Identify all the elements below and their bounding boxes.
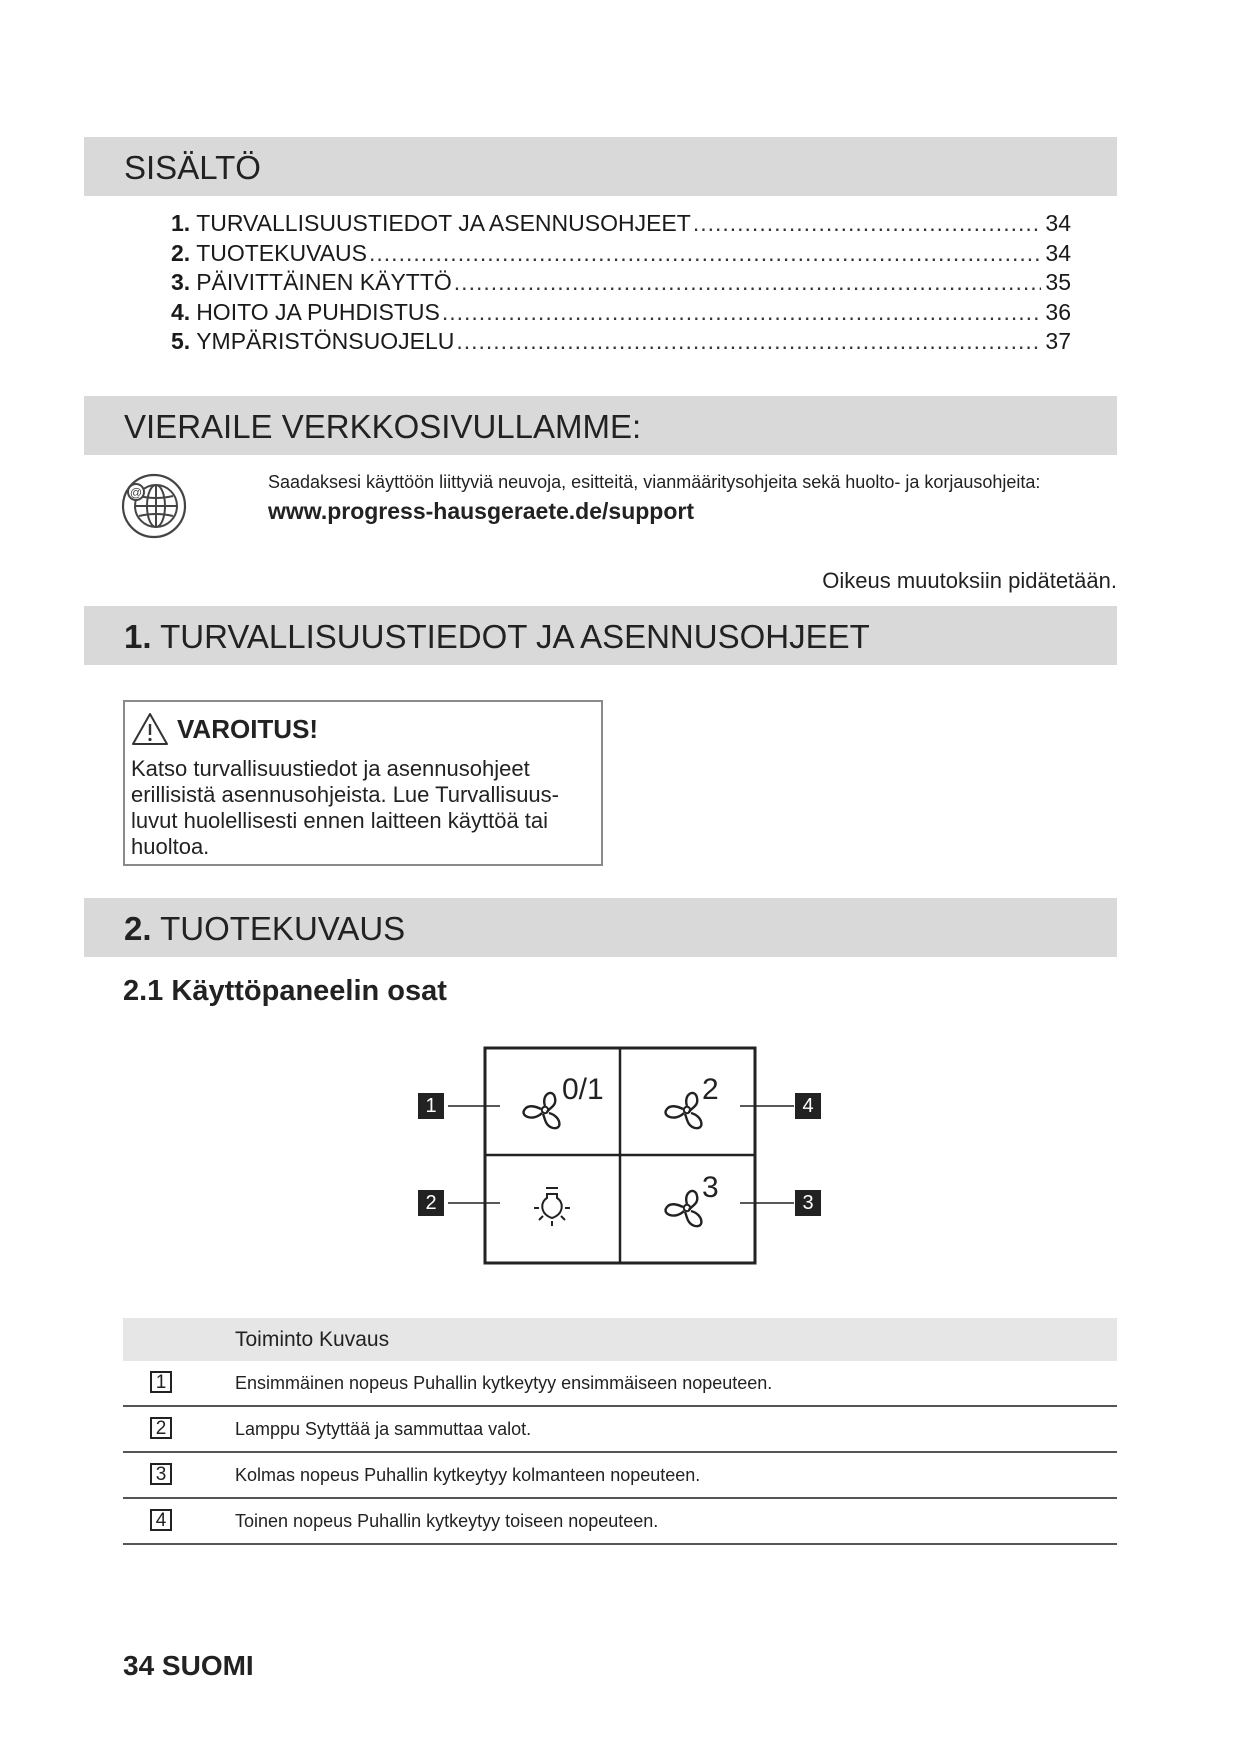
section2-header-bar: [84, 898, 1117, 957]
visit-heading: VIERAILE VERKKOSIVULLAMME:: [124, 408, 642, 445]
row-text: Ensimmäinen nopeus Puhallin kytkeytyy ensimmäiseen nopeuteen.: [235, 1373, 773, 1393]
row-text: Toinen nopeus Puhallin kytkeytyy toiseen nopeuteen.: [235, 1511, 659, 1531]
table-row: [123, 1499, 1117, 1545]
table-of-contents: [171, 210, 1071, 358]
toc-item[interactable]: 4. HOITO JA PUHDISTUS ..... 36: [171, 299, 1071, 329]
section1-heading: 1. TURVALLISUUSTIEDOT JA ASENNUSOHJEET: [124, 618, 870, 655]
fan-speed-3-label: 3: [702, 1171, 719, 1204]
section1-header-bar: [84, 606, 1117, 665]
warning-text: Katso turvallisuustiedot ja asennusohjeet erillisistä asennusohjeista. Lue Turvallisuus-luvut huolellisesti ennen laitteen käyttöä tai huoltoa.: [131, 756, 559, 859]
toc-item-page: 35: [1045, 269, 1071, 295]
row-badge: 2: [150, 1417, 172, 1439]
section2-heading: 2. TUOTEKUVAUS: [124, 910, 406, 947]
rights-notice: Oikeus muutoksiin pidätetään.: [822, 568, 1117, 593]
table-row: [123, 1407, 1117, 1453]
toc-item-page: 37: [1045, 328, 1071, 354]
row-badge: 4: [150, 1509, 172, 1531]
table-row: [123, 1361, 1117, 1407]
toc-header-bar: [84, 137, 1117, 196]
globe-icon: [120, 472, 188, 540]
control-panel-diagram: [410, 1040, 830, 1280]
svg-text:@: @: [129, 485, 143, 500]
row-badge: 3: [150, 1463, 172, 1485]
callout-3: 3: [795, 1190, 821, 1216]
page-footer: 34 SUOMI: [123, 1650, 254, 1681]
table-header: Toiminto Kuvaus: [123, 1318, 1117, 1361]
row-text: Lamppu Sytyttää ja sammuttaa valot.: [235, 1419, 532, 1439]
toc-item-page: 34: [1045, 210, 1071, 236]
warning-title: VAROITUS!: [177, 714, 319, 744]
function-table: [123, 1318, 1117, 1545]
toc-heading: SISÄLTÖ: [124, 149, 261, 186]
warning-box: [123, 700, 603, 866]
support-link[interactable]: www.progress-hausgeraete.de/support: [268, 498, 695, 524]
toc-item-label: HOITO JA PUHDISTUS: [196, 298, 440, 325]
callout-1: 1: [418, 1093, 444, 1119]
table-row: [123, 1453, 1117, 1499]
callout-2: 2: [418, 1190, 444, 1216]
fan-speed-1-label: 0/1: [562, 1073, 604, 1106]
toc-item-label: YMPÄRISTÖNSUOJELU: [196, 328, 455, 354]
toc-item-page: 36: [1045, 298, 1071, 325]
toc-item[interactable]: 2. TUOTEKUVAUS ..... 34: [171, 240, 1071, 270]
toc-item-label: PÄIVITTÄINEN KÄYTTÖ: [196, 269, 452, 295]
subsection-heading: 2.1 Käyttöpaneelin osat: [123, 975, 447, 1007]
visit-description: Saadaksesi käyttöön liittyviä neuvoja, esitteitä, vianmääritysohjeita sekä huolto- ja korjausohjeita:: [268, 472, 1041, 492]
toc-item-label: TUOTEKUVAUS: [196, 239, 368, 266]
row-badge: 1: [150, 1371, 172, 1393]
toc-item[interactable]: 5. YMPÄRISTÖNSUOJELU ..... 37: [171, 328, 1071, 358]
row-text: Kolmas nopeus Puhallin kytkeytyy kolmanteen nopeuteen.: [235, 1465, 701, 1485]
toc-item-page: 34: [1045, 239, 1071, 266]
callout-4: 4: [795, 1093, 821, 1119]
toc-item-label: TURVALLISUUSTIEDOT JA ASENNUSOHJEET: [196, 210, 691, 236]
toc-item[interactable]: 3. PÄIVITTÄINEN KÄYTTÖ ..... 35: [171, 269, 1071, 299]
warning-triangle-icon: [131, 712, 169, 746]
fan-speed-2-label: 2: [702, 1073, 719, 1106]
toc-item[interactable]: 1. TURVALLISUUSTIEDOT JA ASENNUSOHJEET ..... 34: [171, 210, 1071, 240]
visit-header-bar: [84, 396, 1117, 455]
